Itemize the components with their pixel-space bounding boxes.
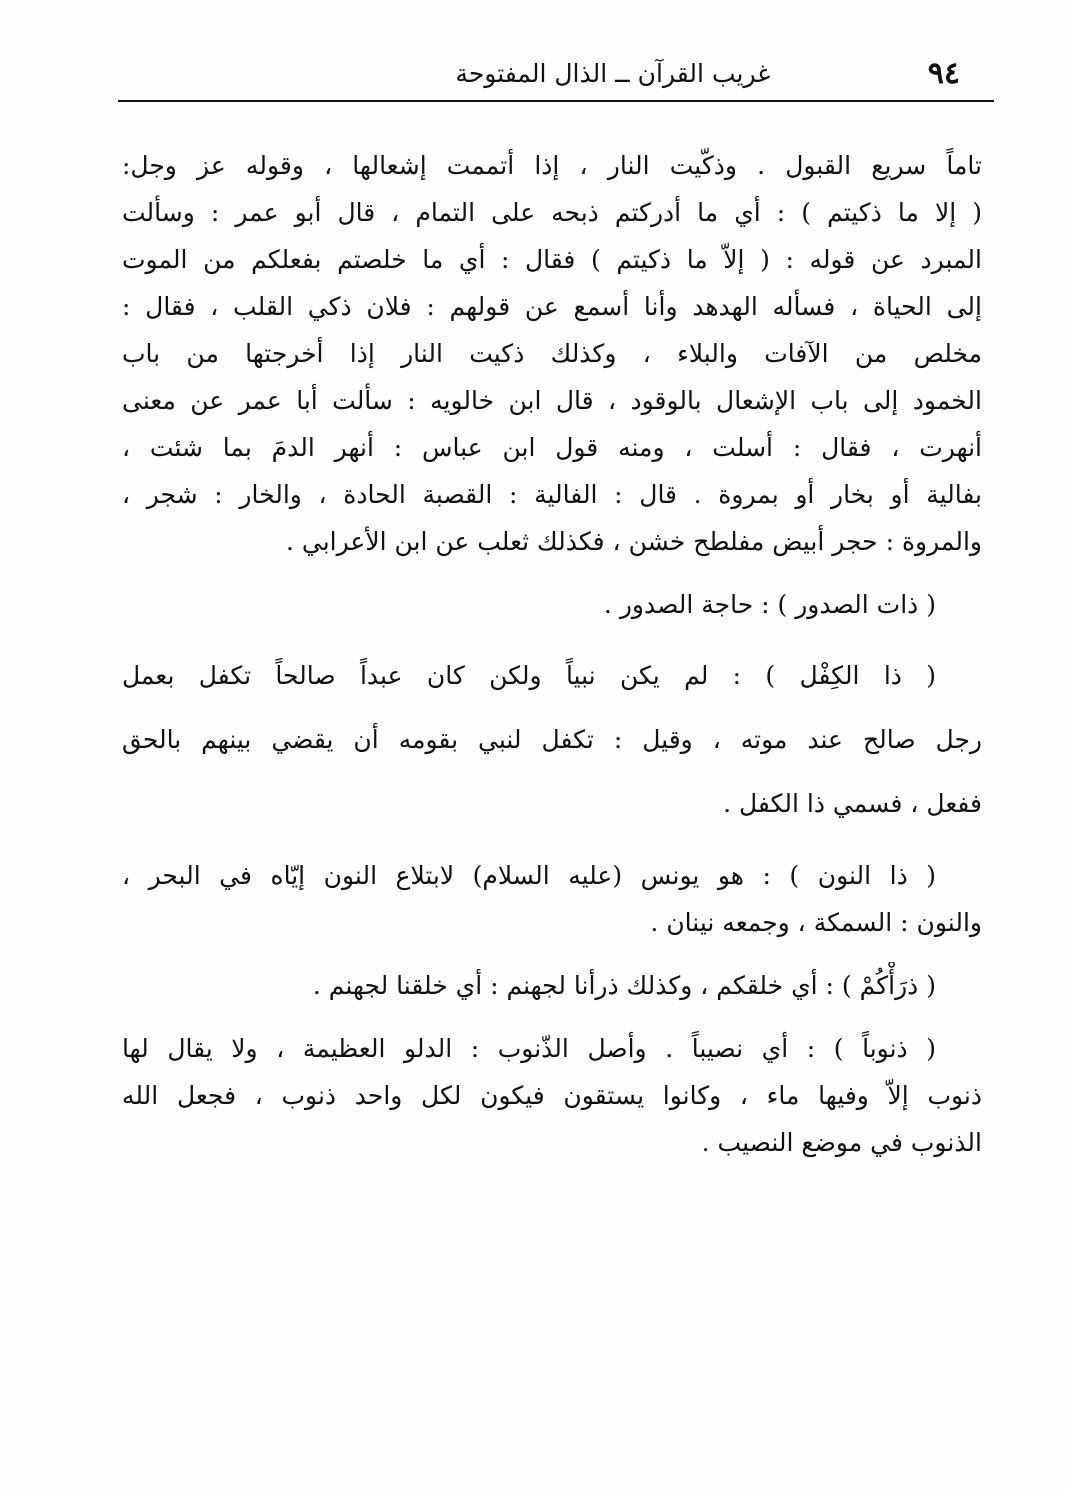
running-title: غريب القرآن ــ الذال المفتوحة: [455, 58, 771, 88]
text-line: بفالية أو بخار أو بمروة . قال : الفالية : القصبة الحادة ، والخار : شجر ،: [122, 480, 982, 509]
text-line: مخلص من الآفات والبلاء ، وكذلك ذكيت النار إذا أخرجتها من باب: [122, 339, 982, 368]
header-rule: [118, 100, 994, 102]
paragraph-dhakkaytum: [122, 142, 982, 565]
entry-dha-al-kifl: [122, 644, 982, 836]
text-line: الخمود إلى باب الإشعال بالوقود ، قال ابن خالويه : سألت أبا عمر عن معنى: [122, 386, 982, 415]
text-line: رجل صالح عند موته ، وقيل : تكفل لنبي بقومه أن يقضي بينهم بالحق: [122, 725, 982, 754]
text-line: ففعل ، فسمي ذا الكفل .: [723, 789, 982, 818]
page-number: ٩٤: [927, 55, 960, 91]
entry-dhara-akum: [122, 962, 982, 1009]
text-line: ( ذا النون ) : هو يونس (عليه السلام) لابتلاع النون إيّاه في البحر ،: [122, 861, 936, 890]
text-line: أنهرت ، فقال : أسلت ، ومنه قول ابن عباس : أنهر الدمَ بما شئت ،: [122, 433, 982, 462]
text-line: ( إلا ما ذكيتم ) : أي ما أدركتم ذبحه على التمام ، قال أبو عمر : وسألت: [122, 198, 982, 227]
text-line: ( ذرَأْكُمْ ) : أي خلقكم ، وكذلك ذرأنا لجهنم : أي خلقنا لجهنم .: [312, 971, 936, 1000]
text-line: إلى الحياة ، فسأله الهدهد وأنا أسمع عن قولهم : فلان ذكي القلب ، فقال :: [122, 292, 982, 321]
entry-dhanuban: [122, 1025, 982, 1166]
text-line: الذنوب في موضع النصيب .: [701, 1128, 982, 1157]
entry-dha-al-nun: [122, 852, 982, 946]
text-line: ( ذات الصدور ) : حاجة الصدور .: [603, 590, 936, 619]
text-line: ذنوب إلاّ وفيها ماء ، وكانوا يستقون فيكون لكل واحد ذنوب ، فجعل الله: [122, 1081, 982, 1110]
text-line: والمروة : حجر أبيض مفلطح خشن ، فكذلك ثعلب عن ابن الأعرابي .: [285, 527, 982, 556]
text-line: المبرد عن قوله : ( إلاّ ما ذكيتم ) فقال : أي ما خلصتم بفعلكم من الموت: [122, 245, 982, 274]
entry-dhat-al-sudur: [122, 581, 982, 628]
text-line: ( ذنوباً ) : أي نصيباً . وأصل الذّنوب : الدلو العظيمة ، ولا يقال لها: [122, 1034, 936, 1063]
text-line: تاماً سريع القبول . وذكّيت النار ، إذا أتممت إشعالها ، وقوله عز وجل:: [122, 151, 982, 180]
page-header: [118, 48, 988, 98]
body-text: [122, 142, 982, 1166]
text-line: والنون : السمكة ، وجمعه نينان .: [650, 908, 982, 937]
text-line: ( ذا الكِفْل ) : لم يكن نبياً ولكن كان عبداً صالحاً تكفل بعمل: [122, 661, 936, 690]
